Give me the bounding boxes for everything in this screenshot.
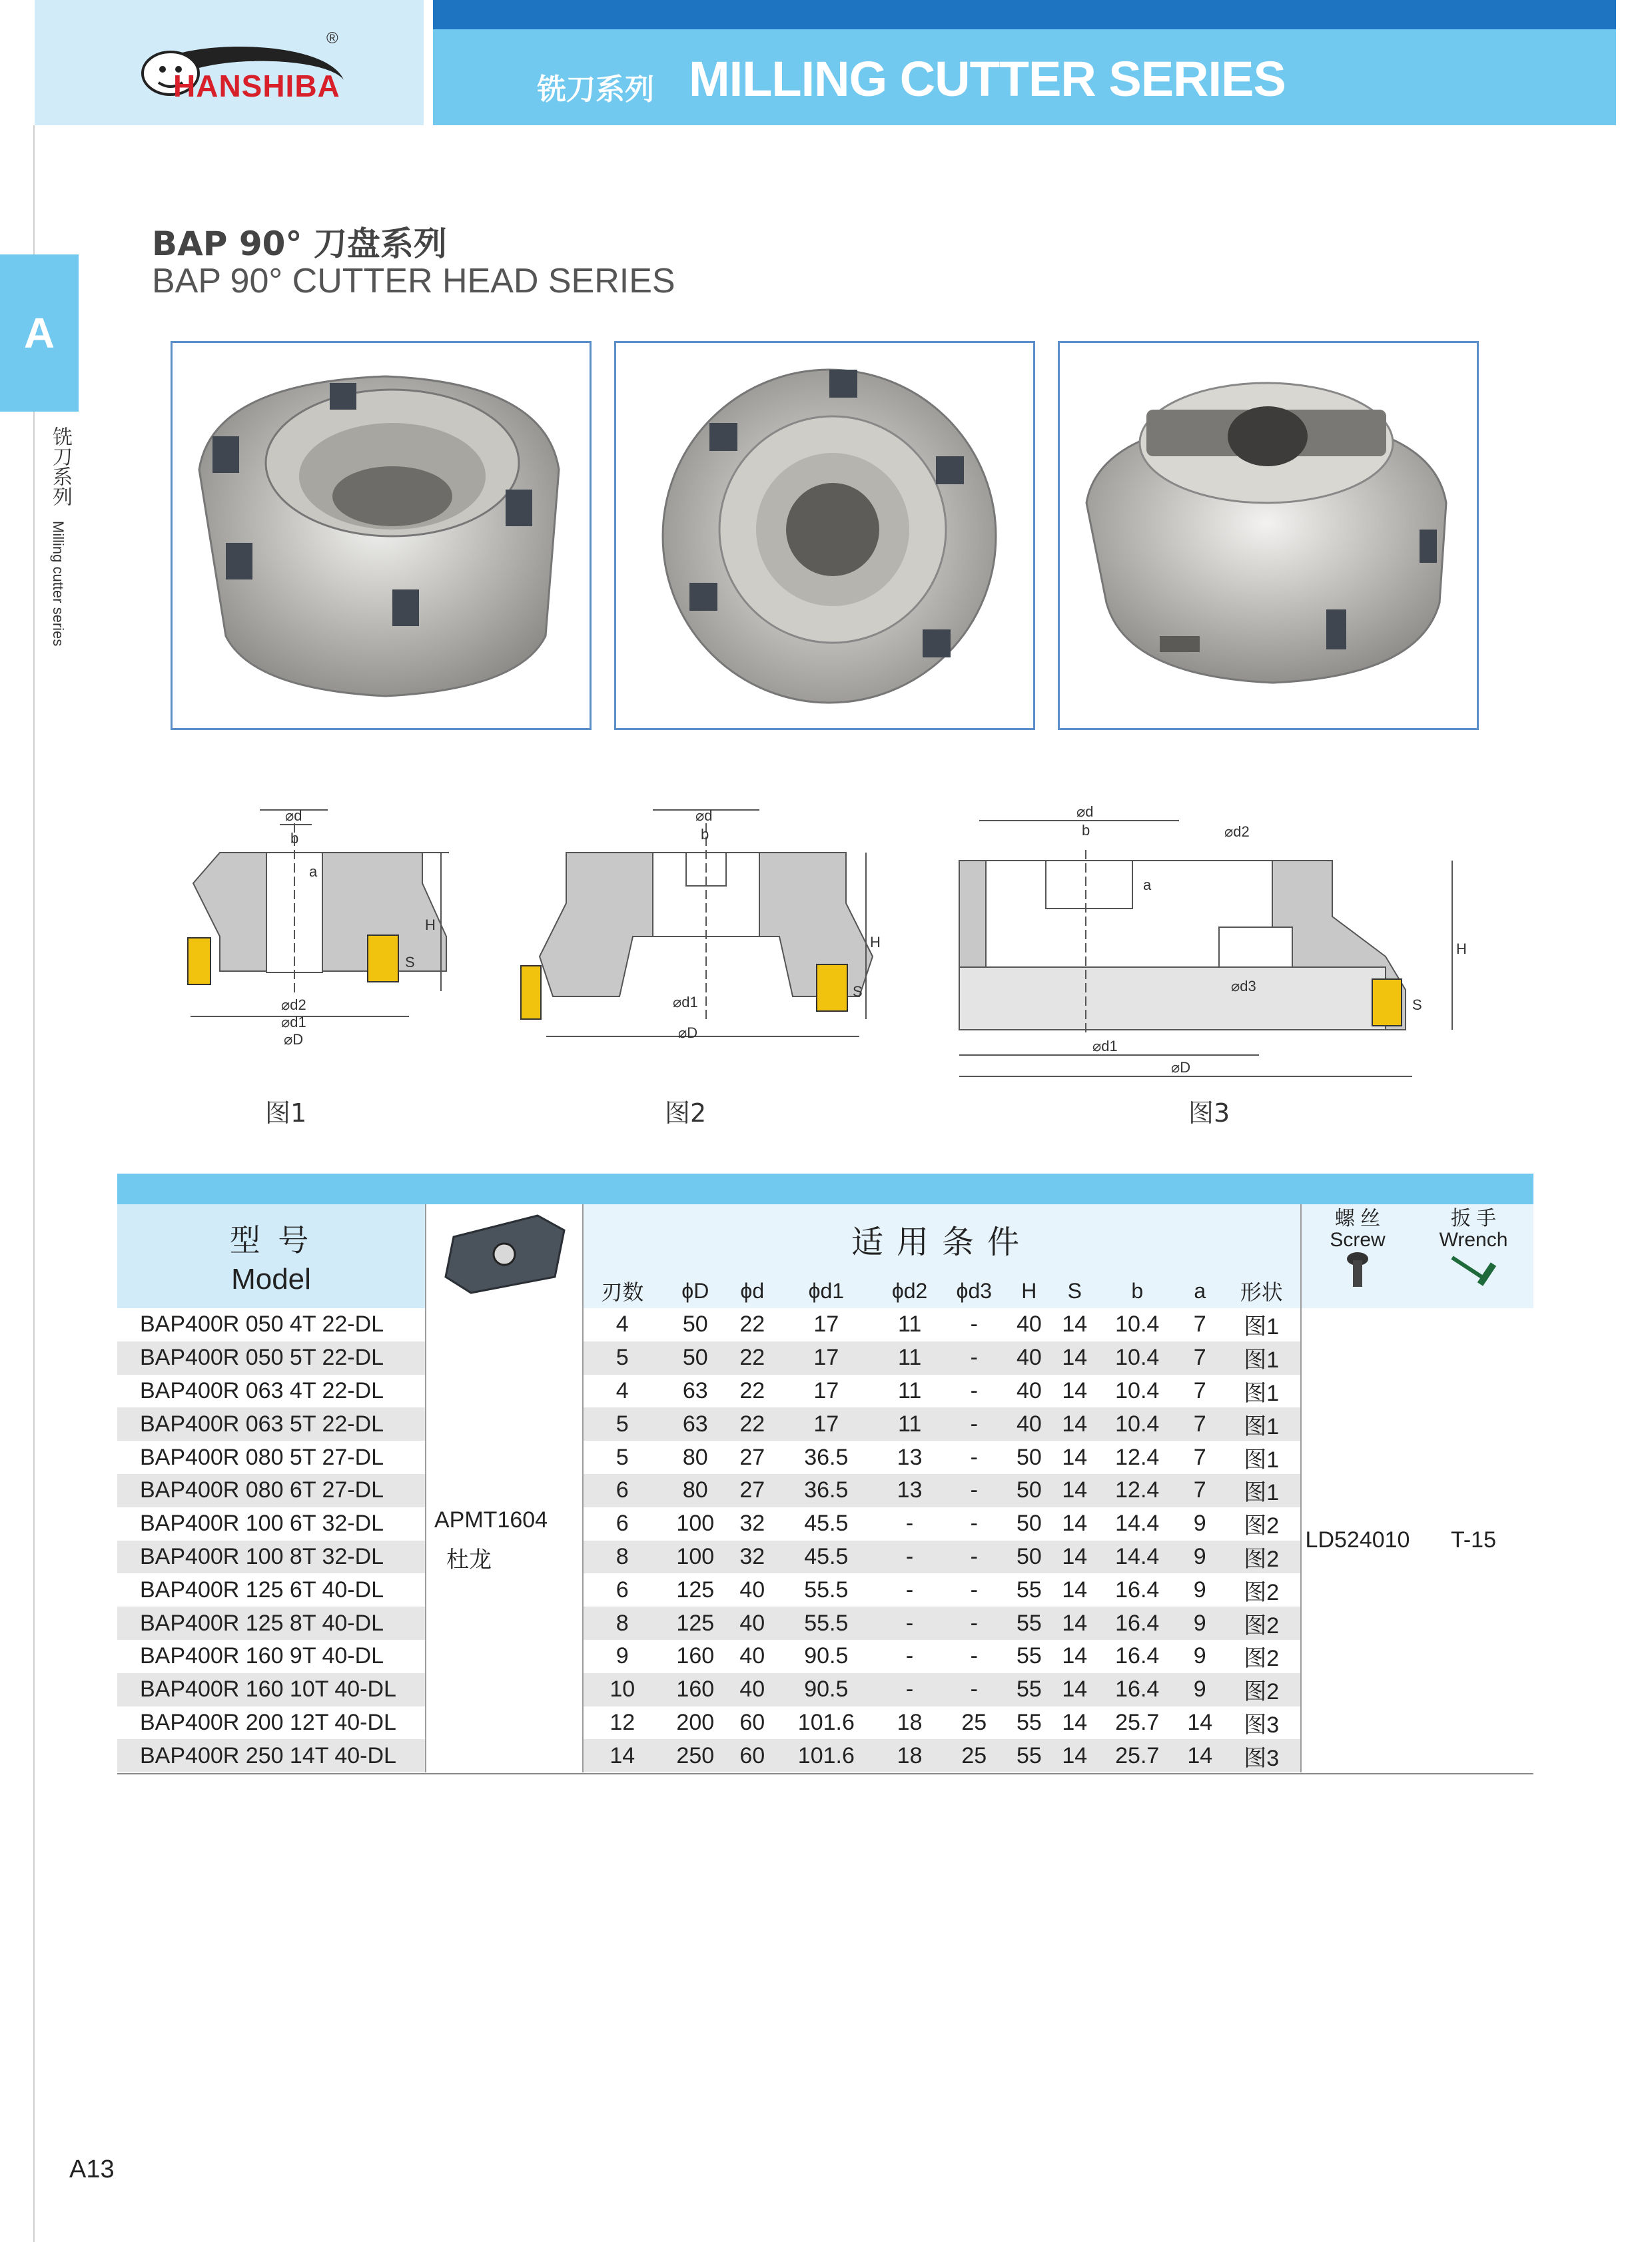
table-cell: 25.7	[1115, 1709, 1160, 1735]
table-cell: 11	[897, 1311, 922, 1337]
table-cell: 25	[961, 1709, 987, 1735]
table-cell: 125	[661, 1607, 730, 1640]
dim-label-d2: ⌀d2	[1224, 823, 1250, 840]
table-cell: 9	[1177, 1607, 1222, 1640]
page-number: A13	[69, 2155, 115, 2183]
table-cell: 17	[813, 1377, 839, 1403]
col-header: ϕd1	[775, 1274, 877, 1308]
table-cell: 11	[877, 1407, 942, 1441]
table-cell: 22	[739, 1311, 765, 1337]
table-cell: 60	[729, 1739, 775, 1772]
dim-label-d: ⌀d	[285, 807, 302, 824]
dim-label-d: ⌀d	[695, 807, 713, 824]
left-rule	[33, 125, 35, 2242]
model-cell: BAP400R 125 8T 40-DL	[117, 1607, 426, 1640]
table-cell: 27	[729, 1474, 775, 1507]
table-cell: 14	[1062, 1311, 1088, 1337]
table-cell: 45.5	[775, 1541, 877, 1574]
insert-model: APMT1604	[434, 1507, 548, 1533]
col-header: S	[1052, 1274, 1097, 1308]
table-cell: 40	[739, 1577, 765, 1603]
table-cell: -	[905, 1643, 914, 1669]
dim-label-b: b	[1082, 822, 1090, 839]
table-cell: 50	[682, 1311, 708, 1337]
table-cell: 55	[1007, 1607, 1052, 1640]
table-cell: 12	[610, 1709, 635, 1735]
table-cell: -	[942, 1474, 1007, 1507]
table-cell: 14	[1052, 1341, 1097, 1375]
col-header: H	[1007, 1274, 1052, 1308]
table-cell: 5	[583, 1407, 661, 1441]
insert-image	[426, 1204, 583, 1308]
table-cell: 100	[661, 1541, 730, 1574]
table-cell: 图1	[1222, 1308, 1301, 1341]
registered-mark: ®	[326, 29, 338, 47]
table-cell: 16.4	[1115, 1577, 1160, 1603]
table-cell: 63	[661, 1407, 730, 1441]
table-cell: 36.5	[775, 1474, 877, 1507]
table-cell: 14.4	[1115, 1511, 1160, 1537]
brand-name: HANSHIBA	[173, 69, 340, 103]
table-cell: 9	[616, 1643, 629, 1669]
model-cell: BAP400R 050 5T 22-DL	[117, 1341, 426, 1375]
table-cell: 14	[1052, 1673, 1097, 1706]
table-cell: 80	[661, 1474, 730, 1507]
table-cell: 14	[1052, 1739, 1097, 1772]
screw-header: 螺 丝 Screw	[1301, 1204, 1414, 1308]
table-cell: 60	[739, 1709, 765, 1735]
table-cell: 50	[1007, 1541, 1052, 1574]
table-cell: 7	[1177, 1341, 1222, 1375]
table-cell: -	[970, 1444, 978, 1470]
dim-label-S: S	[1412, 996, 1422, 1013]
table-cell: -	[970, 1577, 978, 1603]
table-cell: 9	[1177, 1673, 1222, 1706]
table-bottom-rule	[117, 1773, 1533, 1774]
table-cell: 125	[676, 1577, 715, 1603]
table-cell: 4	[616, 1311, 629, 1337]
model-cell: BAP400R 050 4T 22-DL	[117, 1308, 426, 1341]
table-cell: 16.4	[1097, 1607, 1177, 1640]
table-cell: -	[905, 1577, 914, 1603]
table-cell: 160	[661, 1673, 730, 1706]
table-cell: 16.4	[1097, 1673, 1177, 1706]
table-cell: 6	[616, 1511, 629, 1537]
table-cell: 9	[1193, 1577, 1206, 1603]
table-cell: 14	[1062, 1709, 1088, 1735]
table-cell: 8	[583, 1541, 661, 1574]
insert-type: 杜龙	[446, 1546, 492, 1573]
table-cell: -	[970, 1377, 978, 1403]
insert-icon	[438, 1210, 571, 1297]
table-cell: 16.4	[1115, 1643, 1160, 1669]
table-cell: 22	[729, 1341, 775, 1375]
page-title-en: BAP 90° CUTTER HEAD SERIES	[152, 262, 675, 300]
table-cell: 40	[1016, 1377, 1042, 1403]
table-cell: 4	[616, 1377, 629, 1403]
table-cell: 图1	[1222, 1441, 1301, 1474]
table-cell: 18	[877, 1739, 942, 1772]
table-cell: 10.4	[1097, 1407, 1177, 1441]
table-cell: -	[942, 1607, 1007, 1640]
dim-label-d1: ⌀d1	[1092, 1038, 1118, 1054]
wrench-header: 扳 手 Wrench	[1414, 1204, 1533, 1308]
table-cell: 图1	[1222, 1341, 1301, 1375]
table-cell: 27	[739, 1444, 765, 1470]
table-row	[117, 1308, 1533, 1341]
table-cell: -	[970, 1311, 978, 1337]
table-cell: 55.5	[804, 1577, 849, 1603]
dim-label-a: a	[1143, 877, 1152, 893]
table-cell: 图1	[1222, 1474, 1301, 1507]
diagram-caption-1: 图1	[265, 1098, 307, 1128]
col-header: ϕd3	[942, 1274, 1007, 1308]
side-label-en: Milling cutter series	[50, 521, 67, 647]
col-header: b	[1097, 1274, 1177, 1308]
table-cell: 40	[739, 1643, 765, 1669]
table-cell: 50	[1007, 1474, 1052, 1507]
table-cell: 5	[616, 1444, 629, 1470]
table-cell: 101.6	[797, 1709, 855, 1735]
table-cell: 5	[583, 1341, 661, 1375]
table-cell: 160	[676, 1643, 715, 1669]
col-header: 刃数	[583, 1274, 661, 1308]
table-cell: 50	[661, 1341, 730, 1375]
table-cell: 图1	[1222, 1407, 1301, 1441]
table-cell: 7	[1193, 1444, 1206, 1470]
table-cell: 图2	[1222, 1640, 1301, 1673]
col-header: ϕd	[729, 1274, 775, 1308]
table-cell: 10.4	[1115, 1377, 1160, 1403]
model-cell: BAP400R 080 5T 27-DL	[117, 1441, 426, 1474]
conditions-header: 适用条件	[583, 1204, 1301, 1274]
table-cell: -	[970, 1511, 978, 1537]
table-cell: 14	[1177, 1739, 1222, 1772]
table-cell: 40	[729, 1673, 775, 1706]
table-cell: 图3	[1222, 1706, 1301, 1740]
col-header: a	[1177, 1274, 1222, 1308]
product-photo-2	[614, 341, 1035, 730]
insert-icon	[521, 966, 541, 1019]
dim-label-S: S	[853, 983, 863, 1000]
table-cell: 7	[1193, 1311, 1206, 1337]
dim-label-D: ⌀D	[1171, 1059, 1191, 1076]
insert-icon	[817, 964, 847, 1011]
table-cell: 9	[1193, 1643, 1206, 1669]
table-cell: 6	[616, 1577, 629, 1603]
table-cell: 14	[1187, 1709, 1213, 1735]
model-cell: BAP400R 250 14T 40-DL	[117, 1739, 426, 1772]
table-cell: 14	[1052, 1541, 1097, 1574]
col-header: 形状	[1222, 1274, 1301, 1308]
dim-label-a: a	[309, 863, 318, 880]
table-cell: 17	[775, 1341, 877, 1375]
table-cell: 14	[1052, 1607, 1097, 1640]
table-cell: 10	[583, 1673, 661, 1706]
insert-cell	[426, 1308, 583, 1772]
wrench-icon	[1447, 1251, 1500, 1291]
diagram-caption-3: 图3	[1188, 1098, 1230, 1128]
dim-label-d: ⌀d	[1076, 803, 1094, 820]
table-cell: 55	[1007, 1739, 1052, 1772]
table-cell: 17	[813, 1311, 839, 1337]
table-cell: 图2	[1222, 1573, 1301, 1607]
table-cell: 8	[583, 1607, 661, 1640]
table-cell: 40	[1007, 1407, 1052, 1441]
table-cell: 55	[1007, 1673, 1052, 1706]
table-cell: 50	[1016, 1511, 1042, 1537]
table-cell: 14.4	[1097, 1541, 1177, 1574]
table-top-band	[117, 1174, 1533, 1204]
dim-label-d1: ⌀d1	[673, 994, 698, 1010]
table-cell: 22	[729, 1407, 775, 1441]
page-title-cn: BAP 90° 刀盘系列	[152, 224, 447, 263]
diagram-fig2	[513, 797, 899, 1063]
model-cell: BAP400R 160 10T 40-DL	[117, 1673, 426, 1706]
table-cell: 101.6	[775, 1739, 877, 1772]
diagram-caption-2: 图2	[665, 1098, 707, 1128]
table-cell: 55	[1016, 1577, 1042, 1603]
model-cell: BAP400R 063 4T 22-DL	[117, 1375, 426, 1408]
table-cell: -	[942, 1541, 1007, 1574]
col-header: ϕD	[661, 1274, 730, 1308]
table-cell: 40	[729, 1607, 775, 1640]
model-cell: BAP400R 200 12T 40-DL	[117, 1706, 426, 1740]
table-cell: 12.4	[1097, 1474, 1177, 1507]
table-cell: 55	[1016, 1643, 1042, 1669]
table-cell: 100	[676, 1511, 715, 1537]
model-cell: BAP400R 063 5T 22-DL	[117, 1407, 426, 1441]
table-cell: 7	[1177, 1407, 1222, 1441]
table-cell: 55.5	[775, 1607, 877, 1640]
table-cell: 36.5	[804, 1444, 849, 1470]
table-cell: 80	[682, 1444, 708, 1470]
col-header: ϕd2	[877, 1274, 942, 1308]
dim-label-D: ⌀D	[284, 1031, 304, 1048]
table-cell: 14	[1062, 1577, 1088, 1603]
wrench-model: T-15	[1414, 1308, 1533, 1772]
dim-label-d1: ⌀d1	[281, 1014, 306, 1030]
table-cell: 14	[1062, 1511, 1088, 1537]
product-photo-3	[1058, 341, 1479, 730]
table-cell: -	[942, 1407, 1007, 1441]
table-cell: 250	[661, 1739, 730, 1772]
model-cell: BAP400R 100 6T 32-DL	[117, 1507, 426, 1541]
table-cell: 14	[1062, 1643, 1088, 1669]
table-cell: 7	[1193, 1377, 1206, 1403]
insert-icon	[368, 935, 398, 982]
table-cell: 图2	[1222, 1507, 1301, 1541]
table-cell: 图2	[1222, 1541, 1301, 1574]
table-cell: 40	[1007, 1341, 1052, 1375]
dim-label-H: H	[870, 934, 881, 950]
dim-label-D: ⌀D	[678, 1024, 698, 1041]
diagram-fig3	[953, 797, 1465, 1096]
spec-table	[117, 1204, 1533, 1772]
table-cell: 11	[897, 1377, 922, 1403]
table-cell: 63	[682, 1377, 708, 1403]
table-cell: -	[877, 1607, 942, 1640]
section-letter: A	[23, 309, 55, 357]
side-label-cn: 铣刀系列	[49, 426, 72, 506]
table-cell: 90.5	[775, 1673, 877, 1706]
table-cell: 14	[1062, 1444, 1088, 1470]
table-cell: 7	[1177, 1474, 1222, 1507]
table-cell: 图1	[1222, 1375, 1301, 1408]
table-cell: 6	[583, 1474, 661, 1507]
dim-label-d3: ⌀d3	[1231, 978, 1256, 994]
dim-label-b: b	[701, 826, 709, 843]
table-cell: -	[942, 1673, 1007, 1706]
table-cell: 45.5	[804, 1511, 849, 1537]
product-photo-1	[171, 341, 592, 730]
table-cell: 12.4	[1115, 1444, 1160, 1470]
series-title-en: MILLING CUTTER SERIES	[689, 51, 1286, 107]
table-cell: 32	[729, 1541, 775, 1574]
table-cell: 17	[775, 1407, 877, 1441]
table-cell: 18	[897, 1709, 923, 1735]
insert-icon	[188, 938, 210, 984]
table-cell: 25.7	[1097, 1739, 1177, 1772]
table-cell: 14	[1052, 1407, 1097, 1441]
table-cell: 55	[1016, 1709, 1042, 1735]
table-cell: 32	[739, 1511, 765, 1537]
model-cell: BAP400R 100 8T 32-DL	[117, 1541, 426, 1574]
table-cell: 14	[1052, 1474, 1097, 1507]
screw-model: LD524010	[1301, 1308, 1414, 1772]
dim-label-b: b	[290, 830, 299, 847]
model-cell: BAP400R 080 6T 27-DL	[117, 1474, 426, 1507]
table-cell: 图3	[1222, 1739, 1301, 1772]
table-cell: 10.4	[1097, 1341, 1177, 1375]
screw-icon	[1344, 1251, 1371, 1291]
table-cell: 13	[897, 1444, 923, 1470]
table-cell: 90.5	[804, 1643, 849, 1669]
model-cell: BAP400R 125 6T 40-DL	[117, 1573, 426, 1607]
table-cell: 13	[877, 1474, 942, 1507]
diagram-fig1	[180, 797, 460, 1063]
table-cell: 50	[1016, 1444, 1042, 1470]
table-cell: 200	[676, 1709, 715, 1735]
dim-label-H: H	[1456, 940, 1467, 957]
table-cell: 14	[583, 1739, 661, 1772]
dim-label-d2: ⌀d2	[281, 996, 306, 1013]
model-cell: BAP400R 160 9T 40-DL	[117, 1640, 426, 1673]
table-cell: 22	[739, 1377, 765, 1403]
table-cell: -	[877, 1541, 942, 1574]
table-cell: 9	[1193, 1511, 1206, 1537]
table-cell: 40	[1016, 1311, 1042, 1337]
table-cell: -	[905, 1511, 914, 1537]
dim-label-H: H	[425, 917, 436, 933]
header-strip	[433, 0, 1616, 29]
table-cell: 10.4	[1115, 1311, 1160, 1337]
table-cell: 25	[942, 1739, 1007, 1772]
table-cell: 9	[1177, 1541, 1222, 1574]
table-cell: 图2	[1222, 1607, 1301, 1640]
table-cell: -	[970, 1643, 978, 1669]
table-cell: 11	[877, 1341, 942, 1375]
table-cell: -	[942, 1341, 1007, 1375]
table-cell: 图2	[1222, 1673, 1301, 1706]
model-header: 型 号 Model	[117, 1204, 426, 1308]
table-cell: 14	[1062, 1377, 1088, 1403]
dim-label-S: S	[405, 954, 415, 970]
table-cell: -	[877, 1673, 942, 1706]
series-title-cn: 铣刀系列	[537, 73, 654, 107]
insert-icon	[1372, 979, 1402, 1026]
